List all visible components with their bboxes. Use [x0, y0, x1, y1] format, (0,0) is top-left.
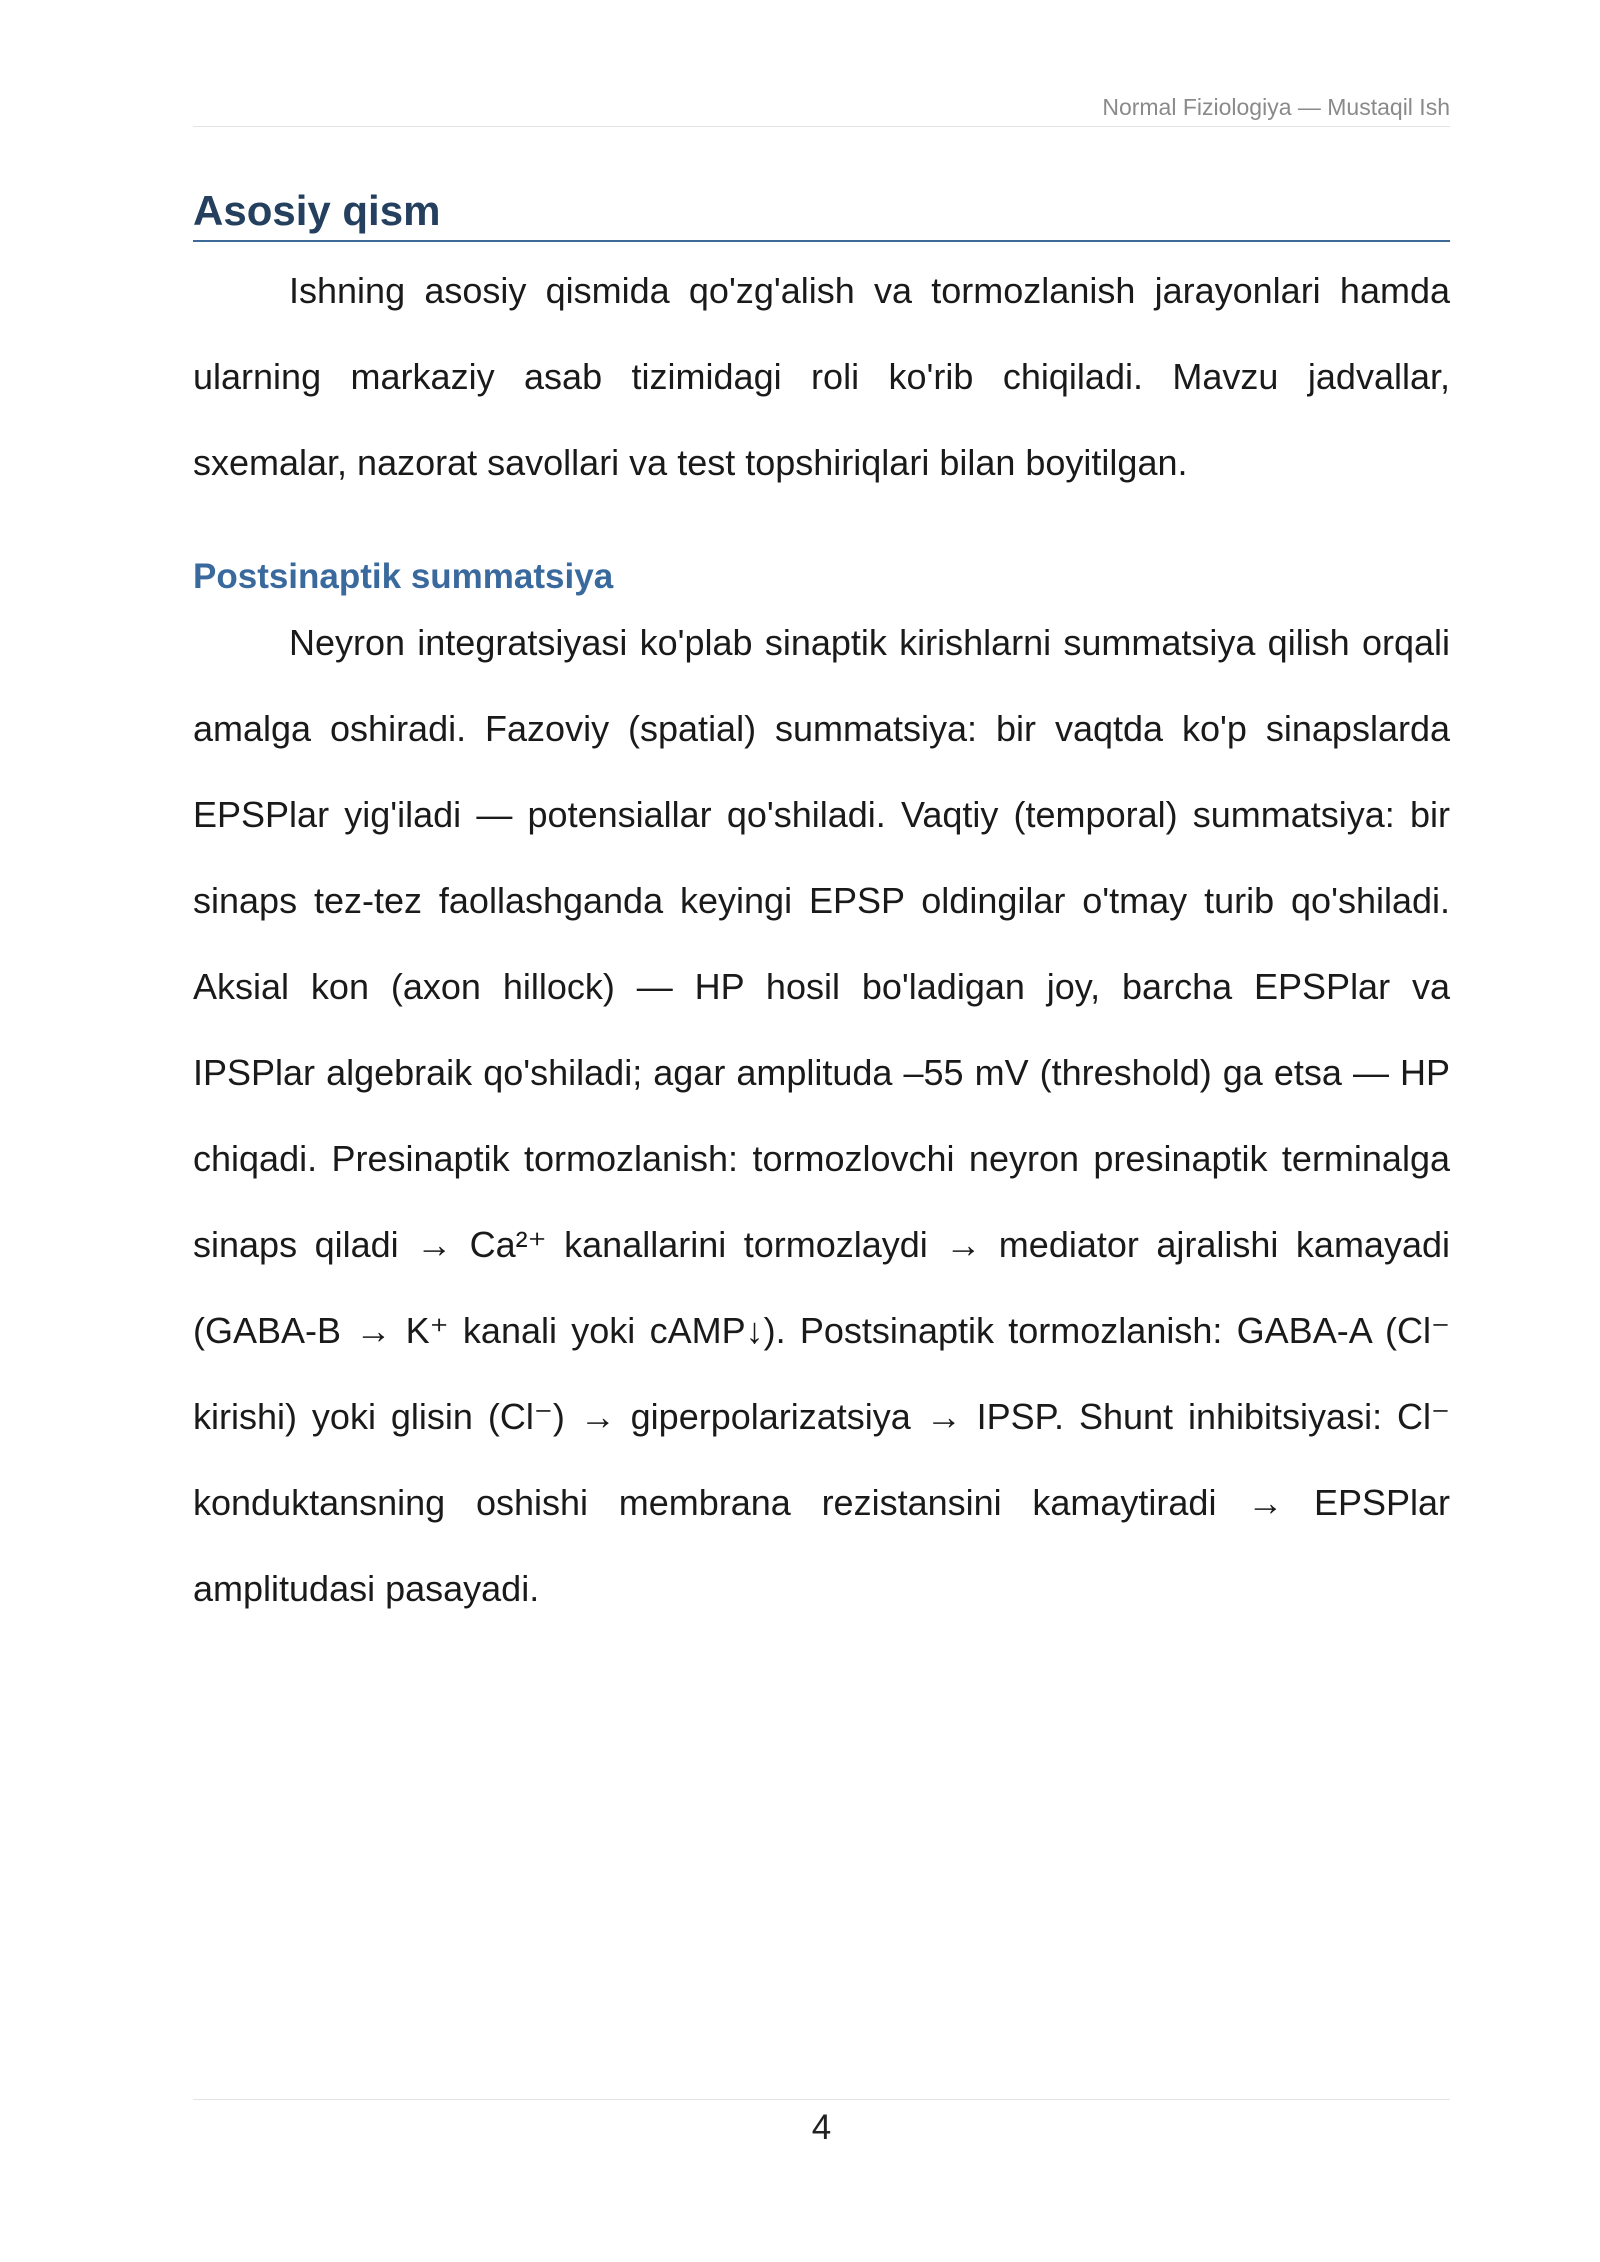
section-title: Asosiy qism	[193, 186, 1450, 242]
intro-paragraph: Ishning asosiy qismida qo'zg'alish va tormozlanish jarayonlari hamda ularning markaziy asab tizimidagi roli ko'rib chiqiladi. Mavzu jadvallar, sxemalar, nazorat savollari va test topshiriqlari bilan boyitilgan.	[193, 270, 1450, 484]
page-number: 4	[811, 2108, 832, 2147]
page-content	[193, 186, 1450, 1632]
page-footer	[193, 2099, 1450, 2148]
body-paragraph: Neyron integratsiyasi ko'plab sinaptik kirishlarni summatsiya qilish orqali amalga oshiradi. Fazoviy (spatial) summatsiya: bir vaqtda ko'p sinapslarda EPSPlar yig'iladi — potensiallar qo'shiladi. Vaqtiy (temporal) summatsiya: bir sinaps tez-tez faollashganda keyingi EPSP oldingilar o'tmay turib qo'shiladi. Aksial kon (axon hillock) — HP hosil bo'ladigan joy, barcha EPSPlar va IPSPlar algebraik qo'shiladi; agar amplituda –55 mV (threshold) ga etsa — HP chiqadi. Presinaptik tormozlanish: tormozlovchi neyron presinaptik terminalga sinaps qiladi → Ca²⁺ kanallarini tormozlaydi → mediator ajralishi kamayadi (GABA-B → K⁺ kanali yoki cAMP↓). Postsinaptik tormozlanish: GABA-A (Cl⁻ kirishi) yoki glisin (Cl⁻) → giperpolarizatsiya → IPSP. Shunt inhibitsiyasi: Cl⁻ konduktansning oshishi membrana rezistansini kamaytiradi → EPSPlar amplitudasi pasayadi.	[193, 621, 1450, 1609]
subsection-title: Postsinaptik summatsiya	[193, 557, 614, 597]
running-title: Normal Fiziologiya — Mustaqil Ish	[1102, 94, 1450, 120]
page-header	[193, 92, 1450, 127]
